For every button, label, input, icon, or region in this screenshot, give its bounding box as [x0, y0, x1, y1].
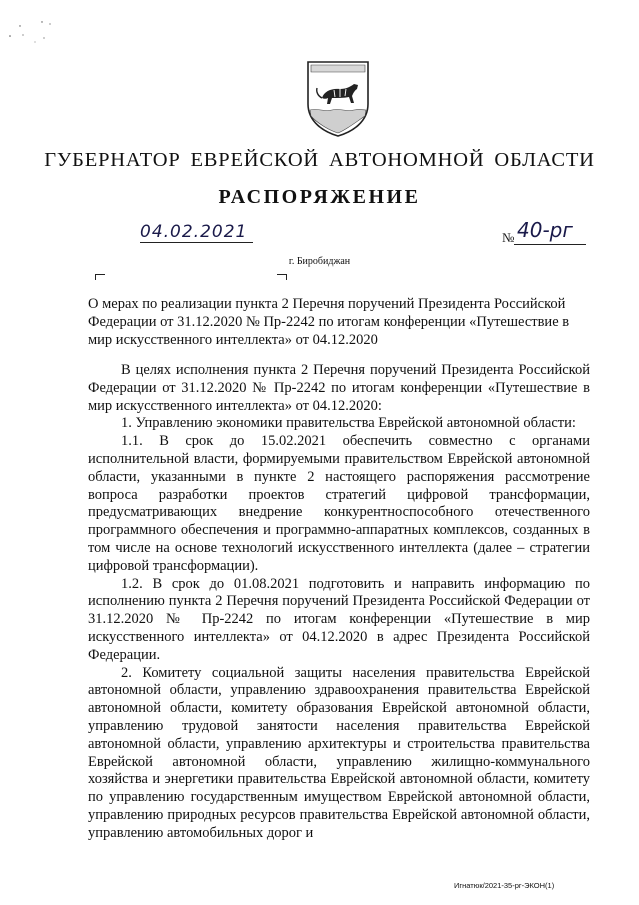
body-paragraph-item-2: 2. Комитету социальной защиты населения правительства Еврейской автономной области, управлению здравоохранения правительства Еврейской автономной области, комитету образования Еврейской автономной области, управлению трудовой занятости населения правительства Еврейской автономной области, управлению архитектуры и строительства правительства Еврейской автономной области, управлению жилищно-коммунального хозяйства и энергетики правительства Еврейской автономной области, комитету по управлению государственным имуществом Еврейской автономной области, управлению природных ресурсов правительства Еврейской автономной области, управлению автомобильных дорог и [88, 664, 590, 841]
document-subject: О мерах по реализации пункта 2 Перечня поручений Президента Российской Федерации от 31.12.2020 № Пр-2242 по итогам конференции «Путешествие в мир искусственного интеллекта» от 04.12.2020 [88, 296, 570, 348]
issuing-authority-title: ГУБЕРНАТОР ЕВРЕЙСКОЙ АВТОНОМНОЙ ОБЛАСТИ [44, 149, 595, 171]
handwritten-date: 04.02.2021 [140, 222, 248, 242]
number-underline [514, 244, 586, 245]
subject-corner-right [277, 274, 287, 280]
document-type-title: РАСПОРЯЖЕНИЕ [218, 186, 421, 208]
body-paragraph-item-1-1: 1.1. В срок до 15.02.2021 обеспечить совместно с органами исполнительной власти, формируемыми правительством Еврейской автономной области, указанными в пункте 2 настоящего распоряжения рассмотрение вопроса разработки проектов стратегий цифровой трансформации, предусматривающих внедрение конкурентноспособного отечественного программного обеспечения и программно-аппаратных комплексов, созданных в том числе на основе технологий искусственного интеллекта (далее – стратегии цифровой трансформации). [88, 433, 590, 574]
handwritten-number: 40-рг [517, 218, 573, 242]
document-body [88, 362, 590, 843]
city-line: г. Биробиджан [288, 256, 351, 267]
subject-corner-left [95, 274, 105, 280]
body-paragraph-item-1-2: 1.2. В срок до 01.08.2021 подготовить и направить информацию по исполнению пункта 2 Перечня поручений Президента Российской Федерации от 31.12.2020 № Пр-2242 по итогам конференции «Путешествие в мир искусственного интеллекта» от 04.12.2020 в адрес Президента Российской Федерации. [88, 575, 590, 663]
scan-specks [6, 14, 66, 44]
date-underline [140, 242, 253, 243]
body-paragraph-item-1: 1. Управлению экономики правительства Еврейской автономной области: [121, 415, 576, 432]
number-prefix: № [502, 230, 515, 245]
footer-reference: Игнатюк/2021-35-рг-ЭКОН(1) [454, 881, 555, 890]
body-paragraph-preamble: В целях исполнения пункта 2 Перечня поручений Президента Российской Федерации от 31.12.2020 № Пр-2242 по итогам конференции «Путешествие в мир искусственного интеллекта» от 04.12.2020: [88, 362, 590, 414]
coat-of-arms-icon [304, 58, 372, 138]
